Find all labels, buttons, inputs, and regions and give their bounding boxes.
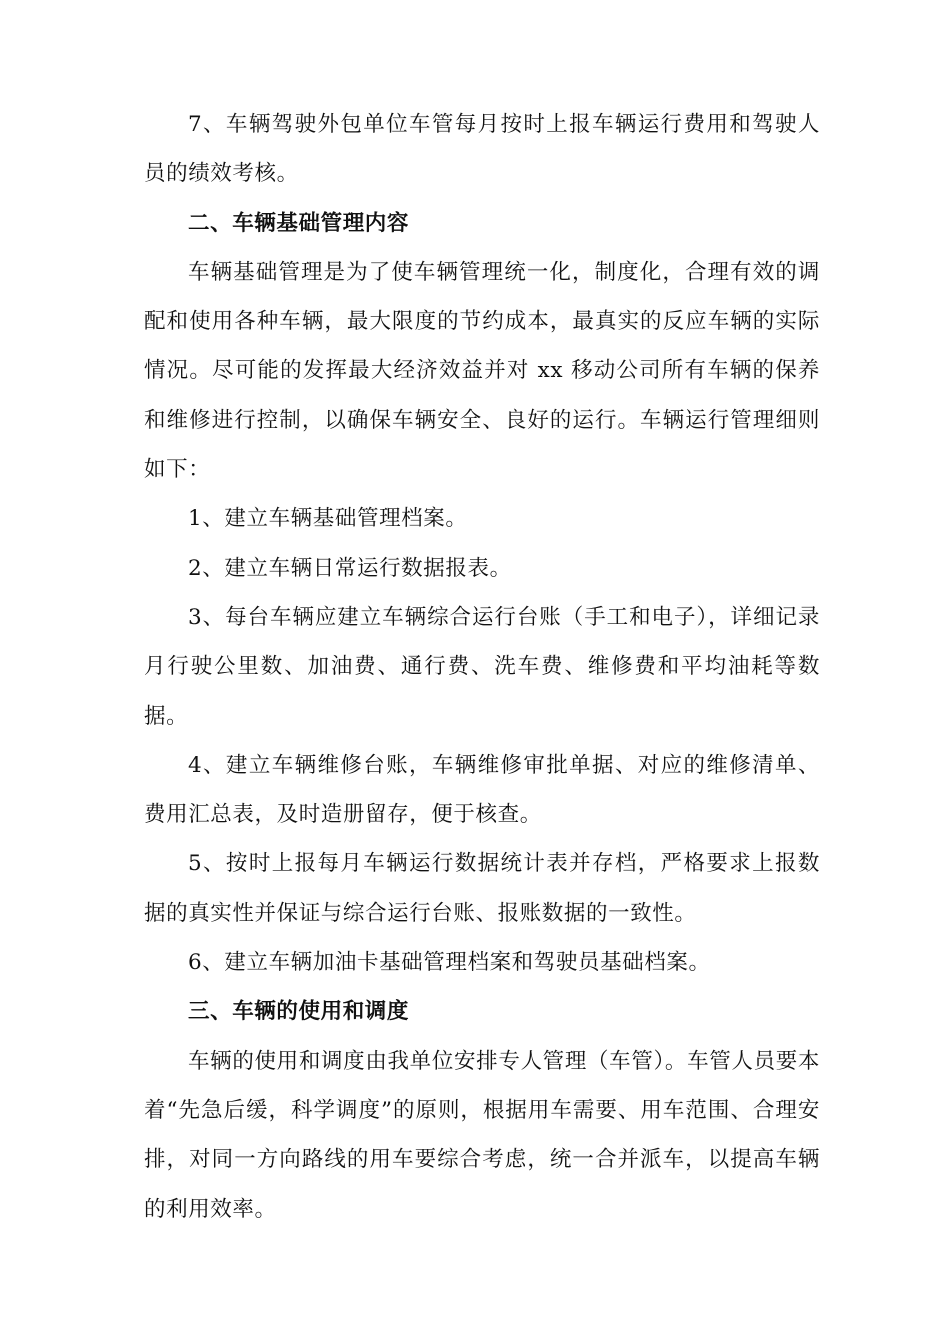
paragraph-item-1: 1、建立车辆基础管理档案。 [188,506,468,532]
paragraph-item-3: 3、每台车辆应建立车辆综合运行台账（手工和电子），详细记录月行驶公里数、加油费、通行费、洗车费、维修费和平均油耗等数据。 [144,604,820,729]
paragraph-item-5: 5、按时上报每月车辆运行数据统计表并存档，严格要求上报数据的真实性并保证与综合运行台账、报账数据的一致性。 [144,851,820,926]
paragraph-item-7: 7、车辆驾驶外包单位车管每月按时上报车辆运行费用和驾驶人员的绩效考核。 [144,112,820,187]
paragraph-usage-dispatch: 车辆的使用和调度由我单位安排专人管理（车管）。车管人员要本着“先急后缓，科学调度”的原则，根据用车需要、用车范围、合理安排，对同一方向路线的用车要综合考虑，统一合并派车，以提高车辆的利用效率。 [144,1048,820,1222]
section-heading-3: 三、车辆的使用和调度 [188,999,410,1025]
paragraph-basic-management: 车辆基础管理是为了使车辆管理统一化，制度化，合理有效的调配和使用各种车辆，最大限度的节约成本，最真实的反应车辆的实际情况。尽可能的发挥最大经济效益并对 xx 移动公司所有车辆的保养和维修进行控制，以确保车辆安全、良好的运行。车辆运行管理细则如下： [144,259,820,483]
document-body [144,100,820,1234]
paragraph-item-4: 4、建立车辆维修台账，车辆维修审批单据、对应的维修清单、费用汇总表，及时造册留存，便于核查。 [144,752,820,828]
section-heading-2: 二、车辆基础管理内容 [188,210,410,236]
paragraph-item-2: 2、建立车辆日常运行数据报表。 [188,555,512,581]
paragraph-item-6: 6、建立车辆加油卡基础管理档案和驾驶员基础档案。 [188,950,711,976]
